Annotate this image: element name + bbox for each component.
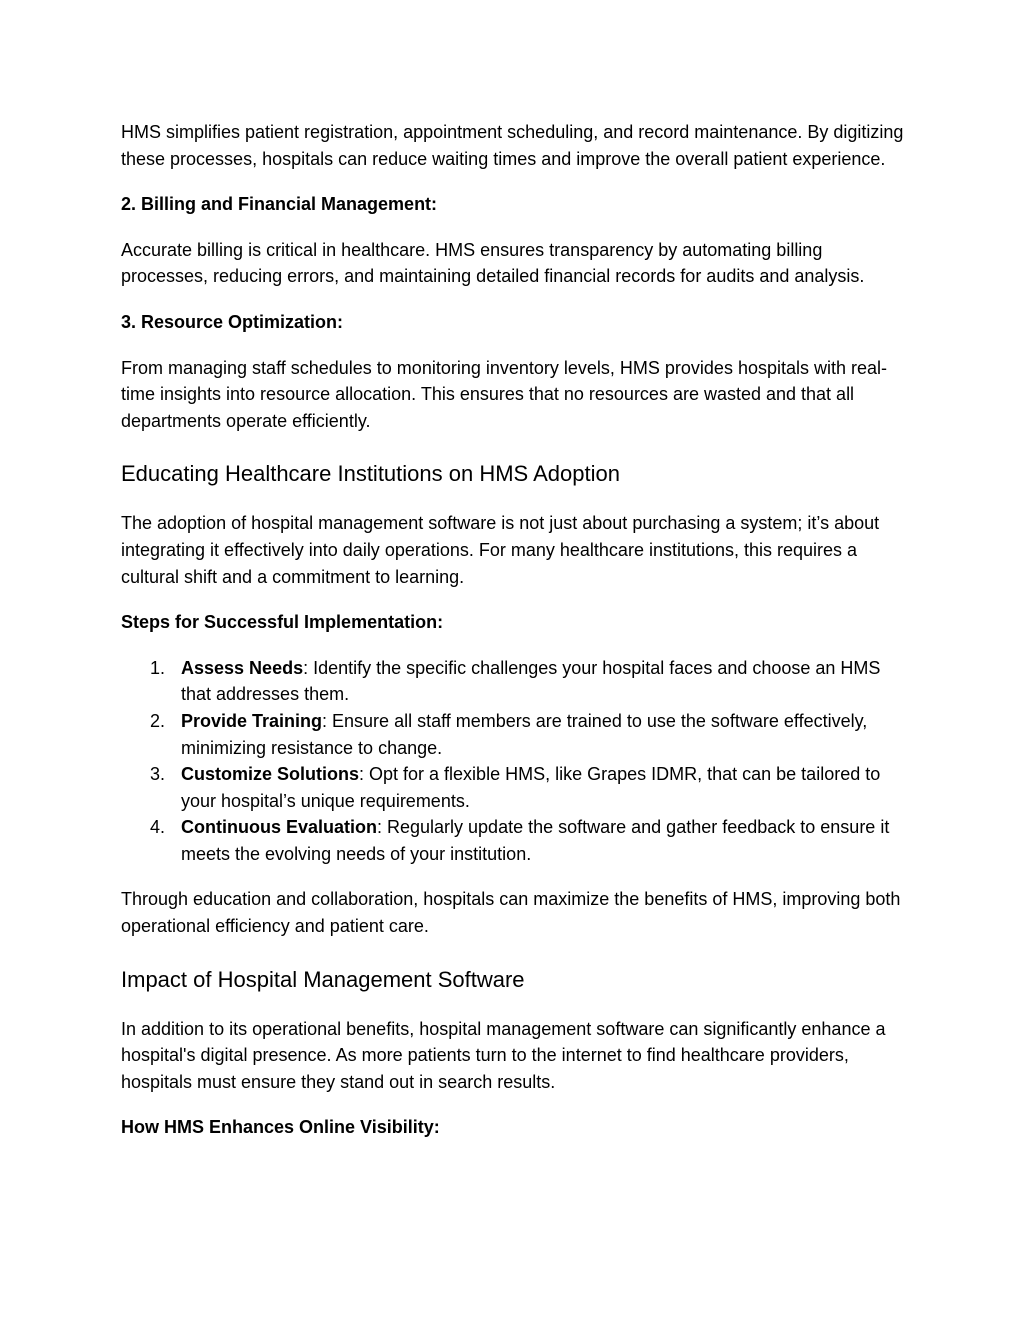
list-description: : Regularly update the software and gather feedback to ensure it meets the evolving needs of your institution.	[181, 817, 890, 864]
list-number: 4.	[150, 817, 166, 838]
intro-paragraph: HMS simplifies patient registration, appointment scheduling, and record maintenance. By digitizing these processes, hospitals can reduce waiting times and improve the overall patient experience.	[121, 122, 904, 169]
list-item	[121, 761, 911, 814]
impact-paragraph: In addition to its operational benefits, hospital management software can significantly enhance a hospital's digital presence. As more patients turn to the internet to find healthcare providers, hospitals must ensure they stand out in search results.	[121, 1018, 886, 1092]
impact-heading: Impact of Hospital Management Software	[121, 966, 525, 992]
list-term: Provide Training	[181, 710, 323, 731]
list-description: : Ensure all staff members are trained to use the software effectively, minimizing resistance to change.	[181, 710, 868, 758]
list-description: : Identify the specific challenges your hospital faces and choose an HMS that addresses them.	[181, 657, 881, 705]
list-term: Assess Needs	[181, 657, 304, 678]
steps-heading: Steps for Successful Implementation:	[121, 612, 444, 633]
list-term: Customize Solutions	[181, 764, 360, 785]
collaboration-paragraph: Through education and collaboration, hospitals can maximize the benefits of HMS, improving both operational efficiency and patient care.	[121, 889, 901, 937]
list-term: Continuous Evaluation	[181, 817, 377, 838]
resource-paragraph: From managing staff schedules to monitoring inventory levels, HMS provides hospitals with real-time insights into resource allocation. This ensures that no resources are wasted and that all departments operate efficiently.	[121, 357, 888, 431]
resource-heading: 3. Resource Optimization:	[121, 311, 344, 332]
list-item	[121, 708, 911, 761]
visibility-heading: How HMS Enhances Online Visibility:	[121, 1117, 440, 1138]
list-item	[121, 655, 911, 708]
list-description: : Opt for a flexible HMS, like Grapes IDMR, that can be tailored to your hospital’s unique requirements.	[181, 764, 881, 811]
billing-heading: 2. Billing and Financial Management:	[121, 194, 438, 215]
document-page	[121, 119, 911, 1160]
educating-paragraph: The adoption of hospital management software is not just about purchasing a system; it’s about integrating it effectively into daily operations. For many healthcare institutions, this requires a cultural shift and a commitment to learning.	[121, 513, 880, 587]
educating-heading: Educating Healthcare Institutions on HMS Adoption	[121, 461, 620, 487]
list-item	[121, 814, 911, 867]
list-number: 3.	[150, 764, 166, 785]
steps-list	[121, 655, 911, 868]
list-number: 1.	[150, 657, 166, 678]
list-number: 2.	[150, 710, 166, 731]
billing-paragraph: Accurate billing is critical in healthcare. HMS ensures transparency by automating billing processes, reducing errors, and maintaining detailed financial records for audits and analysis.	[121, 239, 865, 287]
